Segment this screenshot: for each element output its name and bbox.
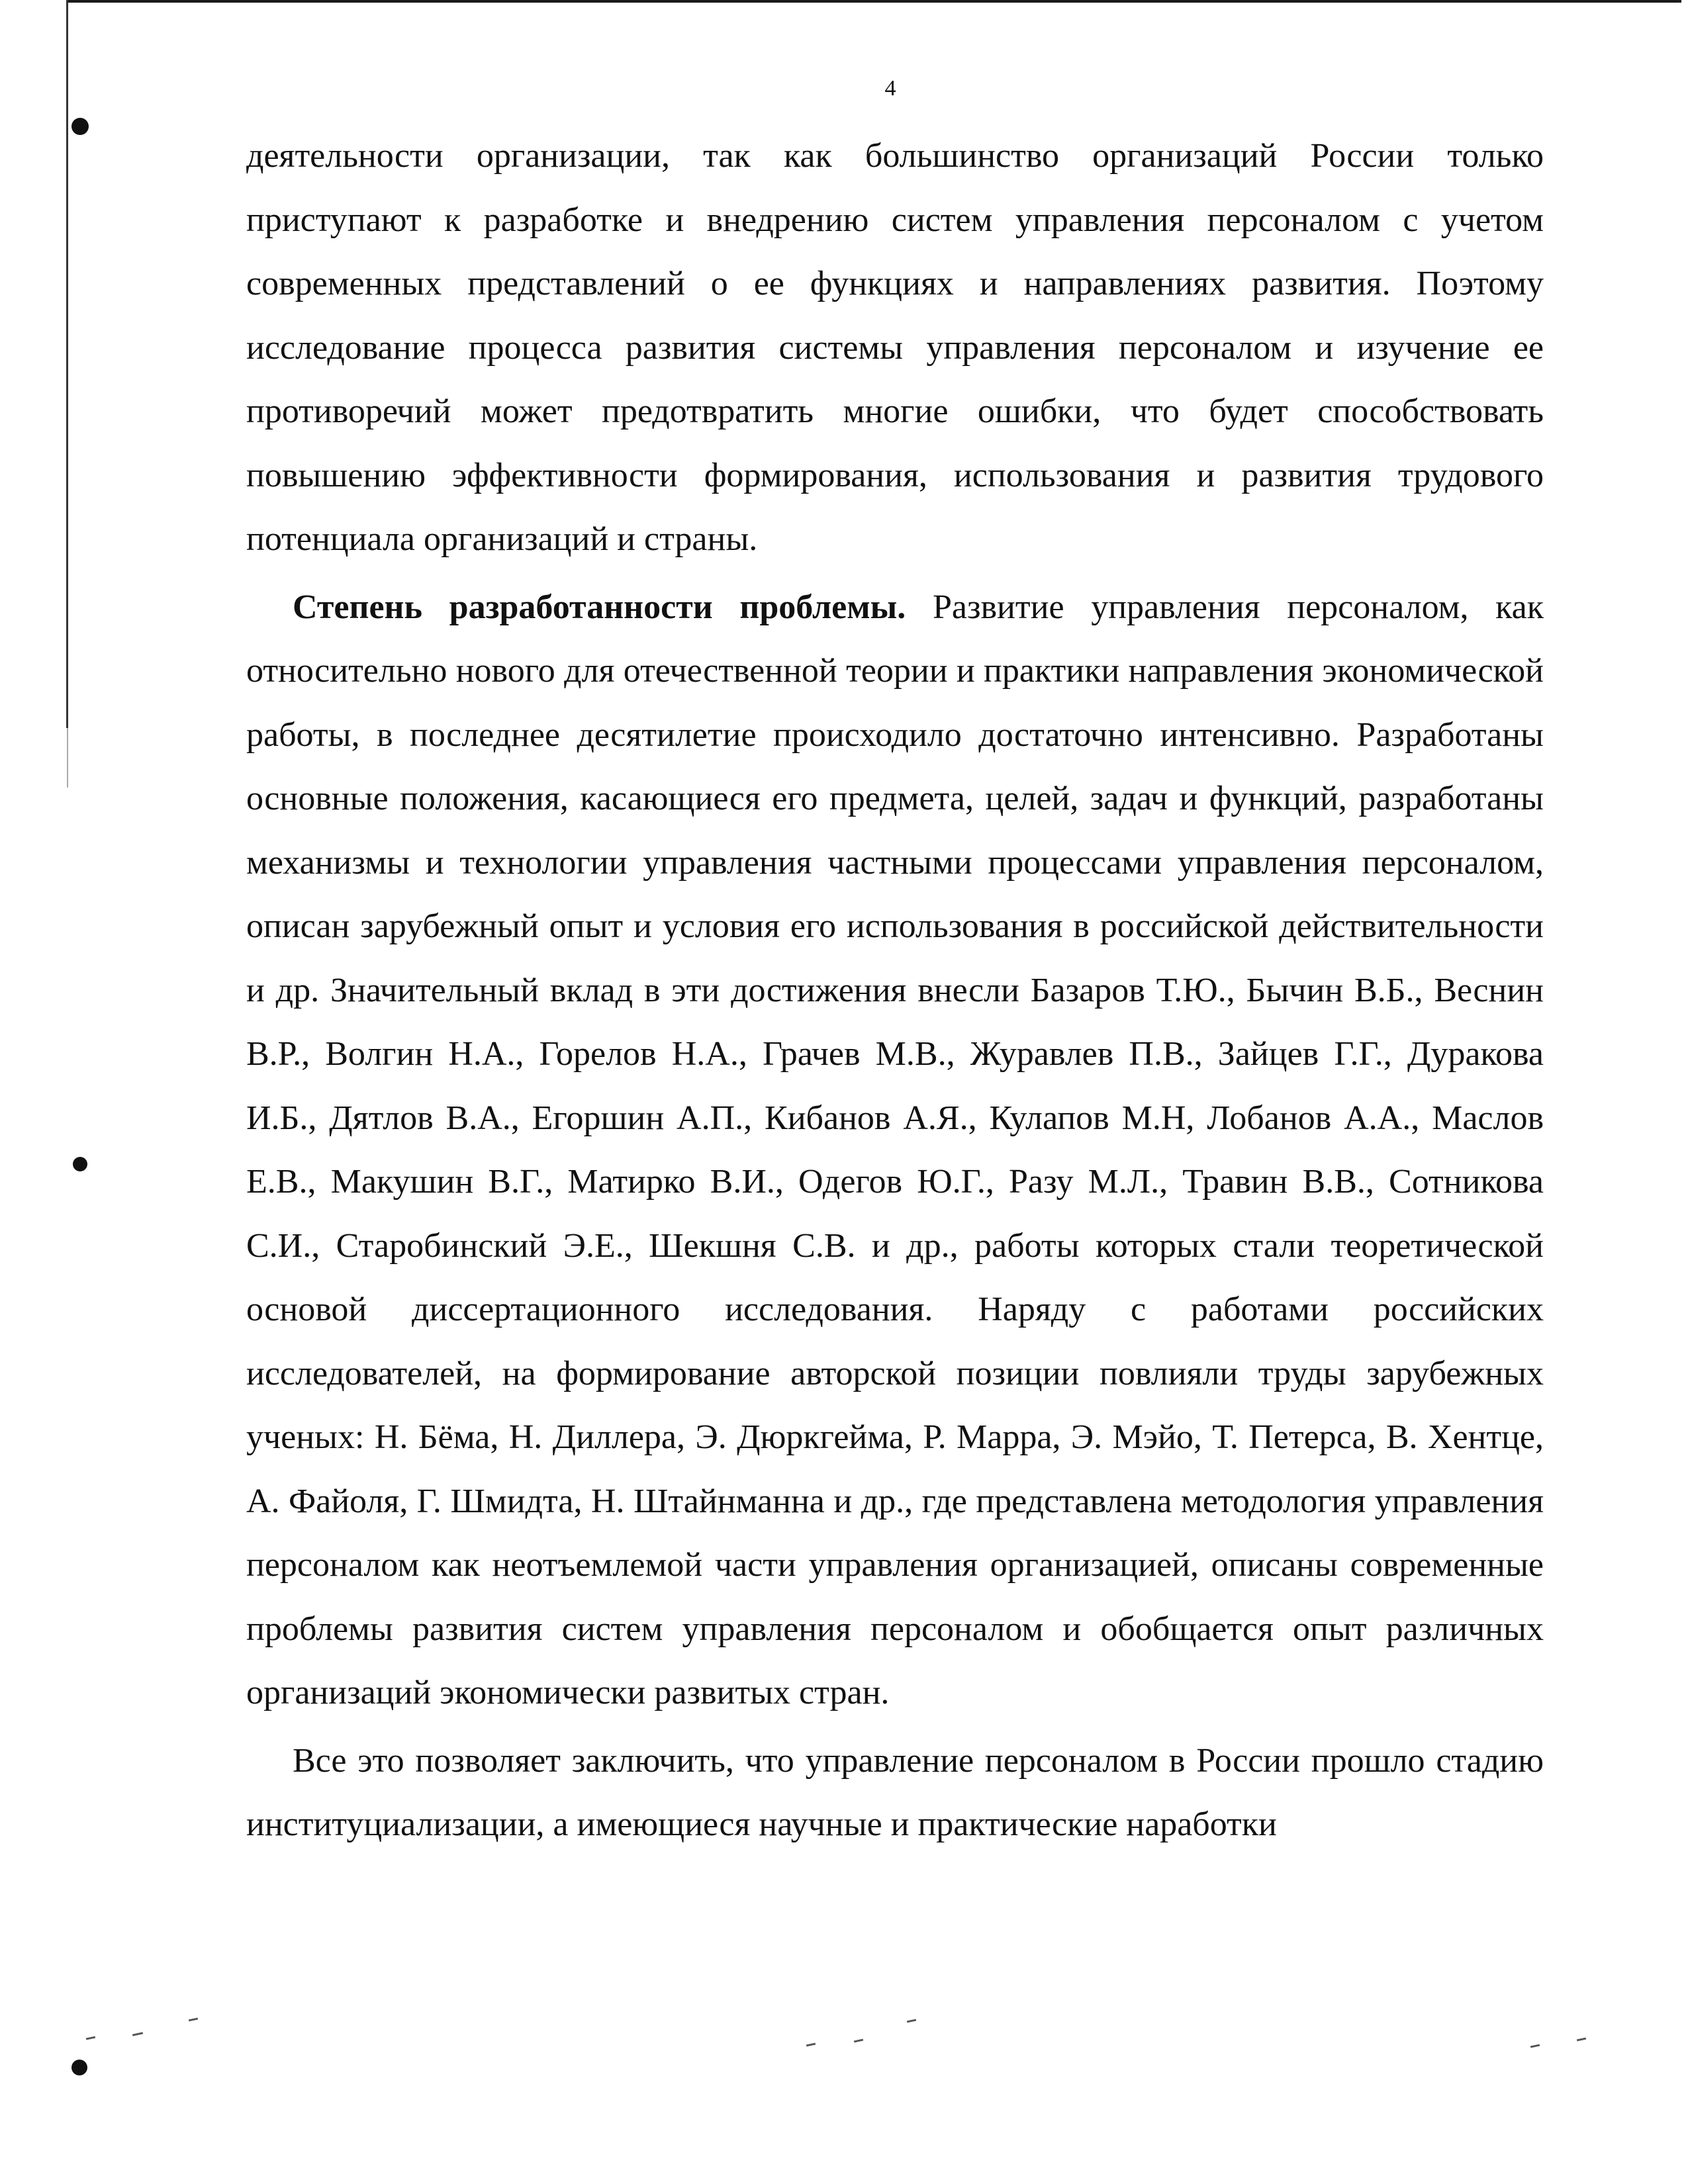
- punch-hole-mark: [71, 118, 89, 135]
- paragraph-3: [246, 1729, 1544, 1857]
- section-lead-heading: Степень разработанности проблемы.: [293, 588, 906, 626]
- scan-speck: [854, 2039, 863, 2043]
- scan-left-border: [66, 0, 68, 728]
- paragraph-2: [246, 576, 1544, 1725]
- paragraph-1-text: деятельности организации, так как большинство организаций России только приступают к разработке и внедрению систем управления персоналом с учетом современных представлений о ее функциях и направлениях развития. Поэтому исследование процесса развития системы управления персоналом и изучение ее противоречий может предотвратить многие ошибки, что будет способствовать повышению эффективности формирования, использования и развития трудового потенциала организаций и страны.: [246, 137, 1544, 558]
- punch-hole-mark: [71, 2060, 87, 2075]
- paragraph-1: [246, 124, 1544, 572]
- scan-speck: [132, 2032, 143, 2036]
- paragraph-2-text: Развитие управления персоналом, как относительно нового для отечественной теории и практики направления экономической работы, в последнее десятилетие происходило достаточно интенсивно. Разработаны основные положения, касающиеся его предмета, целей, задач и функций, разработаны механизмы и технологии управления частными процессами управления персоналом, описан зарубежный опыт и условия его использования в российской действительности и др. Значительный вклад в эти достижения внесли Базаров Т.Ю., Бычин В.Б., Веснин В.Р., Волгин Н.А., Горелов Н.А., Грачев М.В., Журавлев П.В., Зайцев Г.Г., Дуракова И.Б., Дятлов В.А., Егоршин А.П., Кибанов А.Я., Кулапов М.Н, Лобанов А.А., Маслов Е.В., Макушин В.Г., Матирко В.И., Одегов Ю.Г., Разу М.Л., Травин В.В., Сотникова С.И., Старобинский Э.Е., Шекшня С.В. и др., работы которых стали теоретической основой диссертационного исследования. Наряду с работами российских исследователей, на формирование авторской позиции повлияли труды зарубежных ученых: Н. Бёма, Н. Диллера, Э. Дюркгейма, Р. Марра, Э. Мэйо, Т. Петерса, В. Хентце, А. Файоля, Г. Шмидта, Н. Штайнманна и др., где представлена методология управления персоналом как неотъемлемой части управления организацией, описаны современные проблемы развития систем управления персоналом и обобщается опыт различных организаций экономически развитых стран.: [246, 588, 1544, 1711]
- scan-speck: [1530, 2044, 1540, 2048]
- scan-speck: [806, 2043, 816, 2047]
- body-text: [246, 124, 1544, 1858]
- scan-left-border-faint: [67, 728, 68, 788]
- page-number: 4: [884, 76, 896, 101]
- scan-speck: [86, 2036, 95, 2040]
- paragraph-3-text: Все это позволяет заключить, что управление персоналом в России прошло стадию институциализации, а имеющиеся научные и практические наработки: [246, 1741, 1544, 1843]
- scan-speck: [907, 2019, 916, 2023]
- punch-hole-mark: [73, 1157, 87, 1171]
- scan-speck: [1577, 2038, 1586, 2042]
- scan-speck: [189, 2018, 198, 2022]
- scan-top-border: [66, 0, 1681, 3]
